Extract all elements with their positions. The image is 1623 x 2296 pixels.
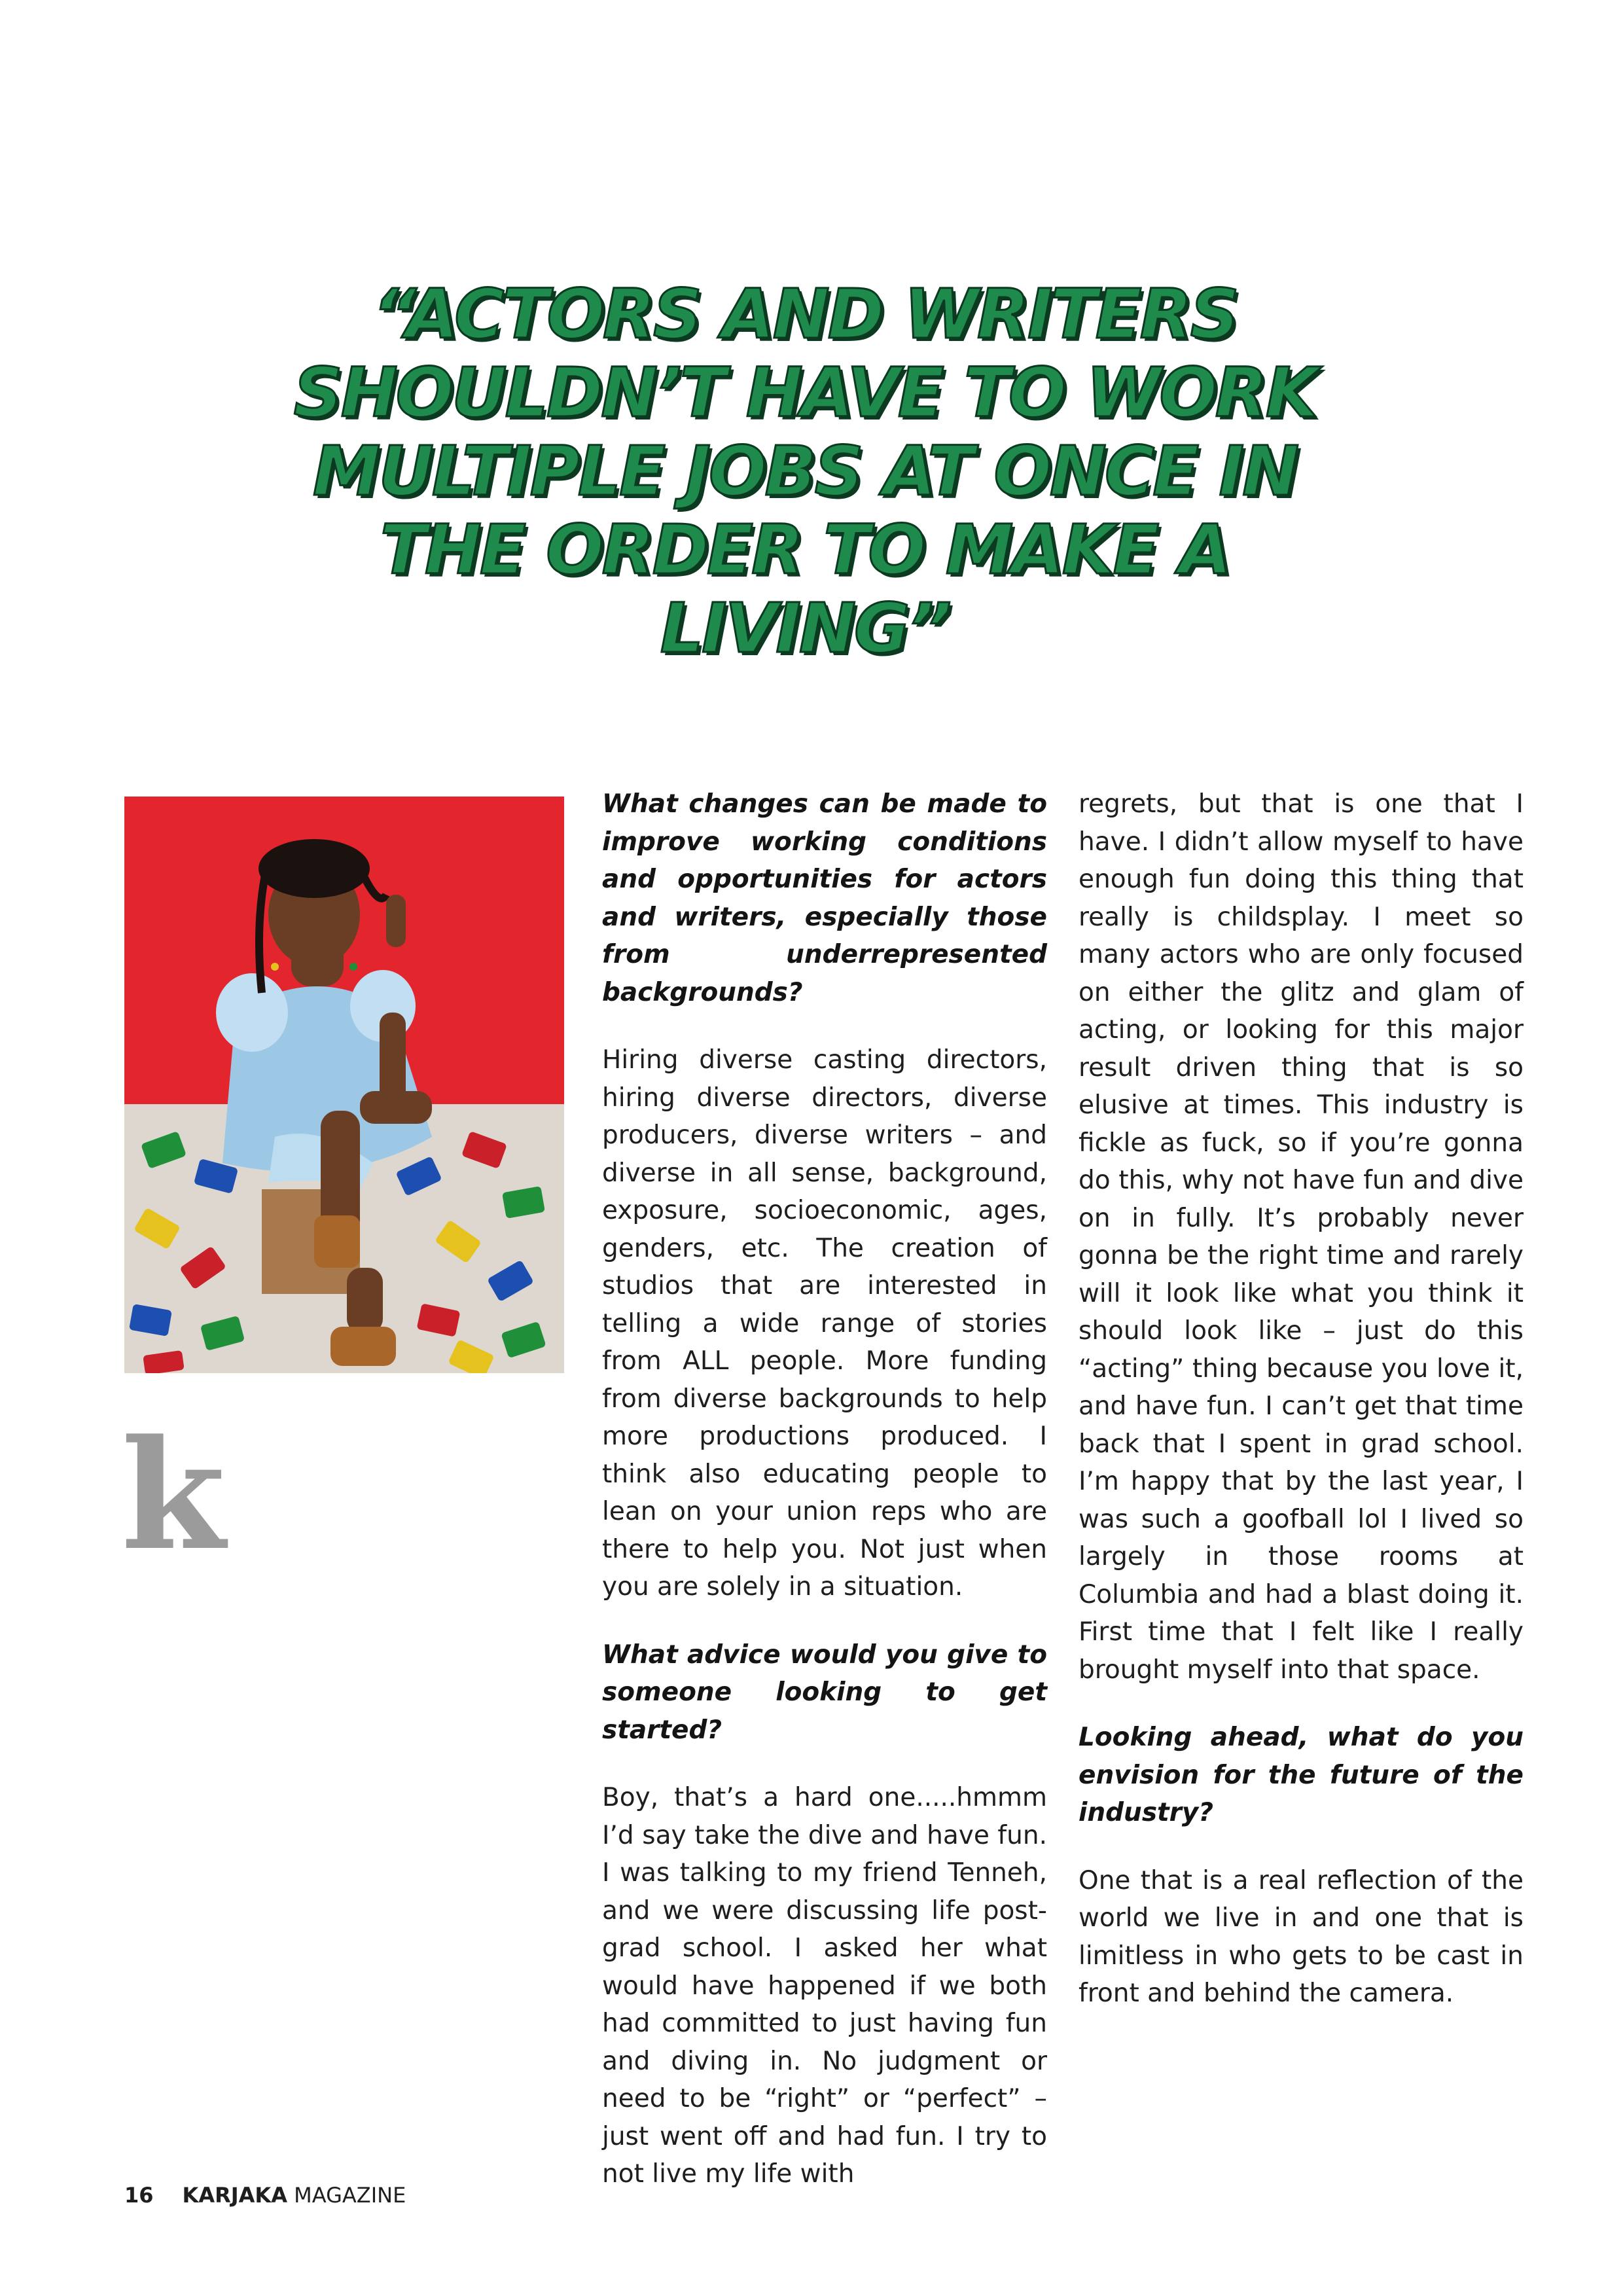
interview-question: What advice would you give to someone looking to get started? [602, 1640, 1047, 1745]
interview-answer: Hiring diverse casting directors, hiring diverse directors, diverse producers, diverse writers – and diverse in all sense, background, exposure, socioeconomic, ages, genders, etc. The creation of studios that are interested in telling a wide range of stories from ALL people. More funding from diverse backgrounds to help more productions produced. I think also educating people to lean on your union reps who are there to help you. Not just when you are solely in a situation. [602, 1045, 1047, 1602]
page-footer [124, 2183, 406, 2208]
interview-answer: Boy, that’s a hard one.....hmmm I’d say take the dive and have fun. I was talking to my friend Tenneh, and we were discussing life post-grad school. I asked her what would have happened if we both had committed to just having fun and diving in. No judgment or need to be “right” or “perfect” – just went off and had fun. I try to not live my life with [602, 1783, 1047, 2189]
portrait-photo [124, 797, 564, 1373]
magazine-label: MAGAZINE [287, 2183, 406, 2208]
interview-question: Looking ahead, what do you envision for the future of the industry? [1079, 1723, 1524, 1827]
page-number: 16 [124, 2183, 154, 2208]
drop-cap-logo: k [121, 1407, 226, 1584]
portrait-illustration [124, 797, 564, 1373]
interview-question: What changes can be made to improve working conditions and opportunities for actors and writers, especially those from underrepresented backgrounds? [602, 789, 1047, 1007]
magazine-brand: KARJAKA [182, 2183, 287, 2208]
text-column-2 [1079, 785, 1524, 2043]
text-column-1 [602, 785, 1047, 2223]
interview-answer-continued: regrets, but that is one that I have. I didn’t allow myself to have enough fun doing this thing that really is childsplay. I meet so many actors who are only focused on either the glitz and glam of acting, or looking for this major result driven thing that is so elusive at times. This industry is fickle as fuck, so if you’re gonna do this, why not have fun and dive on in fully. It’s probably never gonna be the right time and rarely will it look like what you think it should look like – just do this “acting” thing because you love it, and have fun. I can’t get that time back that I spent in grad school. I’m happy that by the last year, I was such a goofball lol I lived so largely in those rooms at Columbia and had a blast doing it. First time that I felt like I really brought myself into that space. [1079, 789, 1524, 1685]
interview-answer: One that is a real reflection of the world we live in and one that is limitless in who gets to be cast in front and behind the camera. [1079, 1865, 1524, 2008]
pull-quote: “ACTORS AND WRITERS SHOULDN’T HAVE TO WORK MULTIPLE JOBS AT ONCE IN THE ORDER TO MAKE A LIVING” [293, 274, 1317, 668]
